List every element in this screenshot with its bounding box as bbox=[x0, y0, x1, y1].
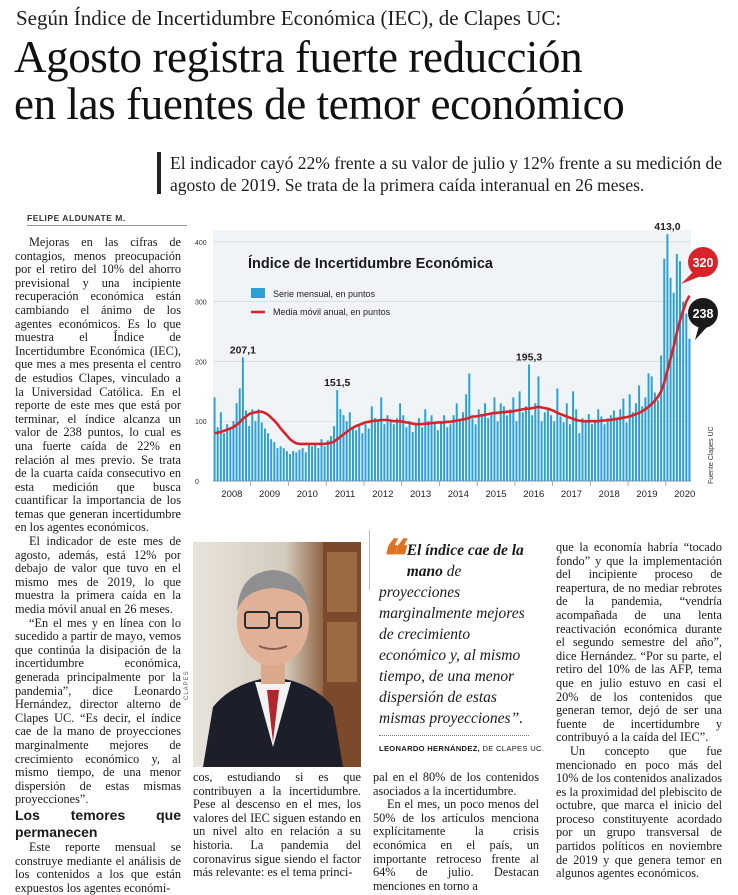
bar bbox=[236, 403, 238, 481]
bar bbox=[519, 391, 521, 481]
bar bbox=[214, 397, 216, 481]
bar bbox=[591, 424, 593, 481]
bar bbox=[641, 406, 643, 481]
bar bbox=[251, 409, 253, 481]
x-tick-label: 2013 bbox=[409, 489, 432, 500]
bar bbox=[390, 421, 392, 481]
column-rule bbox=[369, 530, 370, 590]
bar bbox=[600, 416, 602, 481]
bar bbox=[560, 416, 562, 481]
bar bbox=[465, 394, 467, 481]
kicker: Según Índice de Incertidumbre Económica (IEC), de Clapes UC: bbox=[16, 6, 562, 30]
bar bbox=[443, 415, 445, 481]
x-tick-label: 2009 bbox=[259, 489, 281, 500]
bar bbox=[355, 430, 357, 481]
data-label: 207,1 bbox=[229, 344, 257, 357]
bar bbox=[468, 373, 470, 481]
bar bbox=[311, 446, 313, 481]
bar bbox=[333, 426, 335, 481]
bar bbox=[415, 424, 417, 481]
bar bbox=[676, 254, 678, 481]
deck-bar bbox=[157, 152, 161, 194]
bar bbox=[607, 418, 609, 481]
bar bbox=[223, 433, 225, 481]
bar bbox=[437, 430, 439, 481]
y-tick-label: 0 bbox=[195, 479, 199, 486]
bar bbox=[261, 422, 263, 481]
bar bbox=[500, 403, 502, 481]
pull-quote-lead: El índice cae de la mano bbox=[406, 542, 524, 580]
bar bbox=[487, 418, 489, 481]
bar bbox=[352, 427, 354, 481]
bar bbox=[453, 415, 455, 481]
bar bbox=[349, 412, 351, 481]
bar bbox=[321, 439, 323, 481]
bar bbox=[534, 403, 536, 481]
legend-label: Media móvil anual, en puntos bbox=[273, 307, 391, 317]
bar bbox=[280, 446, 282, 481]
column-2 bbox=[193, 771, 361, 880]
bar bbox=[556, 388, 558, 481]
bar bbox=[427, 421, 429, 481]
bar bbox=[538, 376, 540, 481]
bar bbox=[666, 234, 668, 481]
bar bbox=[569, 424, 571, 481]
bar bbox=[239, 388, 241, 481]
photo-credit: CLAPES bbox=[184, 670, 190, 700]
bar bbox=[409, 421, 411, 481]
bar bbox=[361, 433, 363, 481]
bar bbox=[553, 421, 555, 481]
data-label: 195,3 bbox=[515, 351, 543, 364]
bar bbox=[399, 403, 401, 481]
bar bbox=[336, 390, 338, 481]
bar bbox=[286, 451, 288, 481]
bar bbox=[657, 400, 659, 481]
pull-quote-author: LEONARDO HERNÁNDEZ, bbox=[379, 744, 481, 753]
bar bbox=[679, 261, 681, 481]
bar bbox=[594, 420, 596, 481]
bar bbox=[572, 391, 574, 481]
bar bbox=[380, 397, 382, 481]
bar bbox=[588, 414, 590, 481]
pull-quote-text bbox=[379, 532, 539, 729]
bar bbox=[670, 278, 672, 481]
headline bbox=[14, 34, 624, 128]
bar bbox=[685, 314, 687, 481]
bar bbox=[585, 421, 587, 481]
bar bbox=[217, 427, 219, 481]
x-tick-label: 2011 bbox=[334, 489, 356, 500]
bar bbox=[522, 412, 524, 481]
x-tick-label: 2018 bbox=[598, 489, 620, 500]
bar bbox=[314, 444, 316, 481]
bar bbox=[377, 421, 379, 481]
bar bbox=[651, 376, 653, 481]
x-tick-label: 2020 bbox=[674, 489, 696, 500]
bar bbox=[368, 428, 370, 481]
pull-quote-rest: de proyecciones marginalmente mejores de crecimiento económico y, al mismo tiempo, de una menor dispersión de estas mismas proyecciones”. bbox=[379, 563, 525, 727]
bar bbox=[654, 393, 656, 481]
paragraph: “En el mes y en línea con lo sucedido a partir de mayo, vemos que continúa la disipación de la incertidumbre económica, generada principalmente por la pandemia”, dice Leonardo Hernández, director alterno de Clapes UC. “Es decir, el índice cae de la mano de proyecciones marginalmente mejores de crecimiento económico y, al mismo tiempo, de una menor dispersión de estas mismas proyecciones”. bbox=[15, 615, 181, 807]
paragraph: Un concepto que fue mencionado en poco más del 10% de los contenidos analizados es la proximidad del plebiscito de octubre, que marca el inicio del proceso constituyente acordado por un grupo transversal de partidos políticos en noviembre de 2019 y que genera temor en algunos agentes económicos. bbox=[556, 743, 722, 881]
bar bbox=[547, 409, 549, 481]
bar bbox=[497, 421, 499, 481]
bar bbox=[270, 439, 272, 481]
bar bbox=[525, 406, 527, 481]
paragraph: que la economía habría “tocado fondo” y que la implementación del incipiente proceso de reapertura, de no mediar rebrotes de la pandemia, “vendría acompañada de una lenta reactivación económica durante el segundo semestre del año”, dice Hernández. “Por su parte, el retiro del 10% de las AFP, tema que en julio estuvo en casi el 20% de los contenidos que generan temor, dejó de ser una fuente de incertidumbre y contribuyó a la caída del IEC”. bbox=[556, 540, 722, 745]
x-tick-label: 2016 bbox=[523, 489, 545, 500]
bar bbox=[626, 422, 628, 481]
bar bbox=[475, 424, 477, 481]
paragraph: Mejoras en las cifras de contagios, menos preocupación por el retiro del 10% del ahorro previsional y una incipiente recuperación económica están cambiando el ánimo de los agentes económicos. Es lo que muestra el Índice de Incertidumbre Económica (IEC), que mes a mes presenta el centro de estudios Clapes, vinculado a la Universidad Católica. En el reporte de este mes que está por terminar, el índice alcanza un valor de 238 puntos, lo cual es una fuerte caída de 22% en relación al mes previo. Se trata de la cuarta caída consecutivo en esta medición que busca cuantificar la importancia de los temas que generan incertidumbre en los agentes económicos. bbox=[15, 235, 181, 535]
bar bbox=[616, 418, 618, 481]
y-tick-label: 400 bbox=[195, 239, 207, 247]
bar bbox=[632, 412, 634, 481]
bar bbox=[232, 421, 234, 481]
x-tick-label: 2008 bbox=[221, 489, 243, 500]
bar bbox=[638, 385, 640, 481]
x-tick-label: 2017 bbox=[560, 489, 583, 500]
bar bbox=[393, 424, 395, 481]
paragraph: En el mes, un poco menos del 50% de los artículos menciona explícitamente la crisis económica en el país, un importante retroceso frente al 64% de julio. Destacan menciones en torno a bbox=[373, 797, 539, 893]
bar bbox=[446, 427, 448, 481]
bar bbox=[440, 421, 442, 481]
bar bbox=[629, 394, 631, 481]
portrait-photo bbox=[193, 542, 361, 767]
pull-quote bbox=[379, 532, 545, 753]
bar bbox=[471, 418, 473, 481]
bar bbox=[254, 421, 256, 481]
x-tick-label: 2019 bbox=[636, 489, 658, 500]
paragraph: cos, estudiando si es que contribuyen a la incertidumbre. Pese al descenso en el mes, los valores del IEC siguen estando en un nivel alto en relación a su historia. La pandemia del coronavirus sigue siendo el factor más relevante: es el tema princi- bbox=[193, 770, 361, 880]
bar bbox=[405, 427, 407, 481]
bar bbox=[459, 421, 461, 481]
bar bbox=[563, 422, 565, 481]
bar bbox=[619, 409, 621, 481]
bar bbox=[550, 415, 552, 481]
bar bbox=[396, 418, 398, 481]
bar bbox=[506, 415, 508, 481]
paragraph: Este reporte mensual se construye mediante el análisis de los contenidos a los que están expuestos los agentes económi- bbox=[15, 839, 181, 895]
bar bbox=[531, 415, 533, 481]
badge-label: 320 bbox=[692, 256, 714, 270]
bar bbox=[289, 454, 291, 481]
bar bbox=[456, 403, 458, 481]
bar bbox=[418, 418, 420, 481]
legend-swatch-bar bbox=[251, 288, 265, 298]
bar bbox=[582, 418, 584, 481]
bar bbox=[613, 410, 615, 481]
byline-rule bbox=[27, 225, 187, 226]
paragraph: pal en el 80% de los contenidos asociados a la incertidumbre. bbox=[373, 770, 539, 798]
y-tick-label: 300 bbox=[195, 299, 207, 307]
bar bbox=[339, 409, 341, 481]
bar bbox=[541, 421, 543, 481]
bar bbox=[493, 397, 495, 481]
bar bbox=[343, 415, 345, 481]
bar bbox=[490, 412, 492, 481]
bar bbox=[226, 424, 228, 481]
bar bbox=[299, 450, 301, 481]
bar bbox=[509, 409, 511, 481]
pull-quote-rule bbox=[379, 735, 529, 736]
bar bbox=[358, 426, 360, 481]
bar bbox=[515, 421, 517, 481]
bar bbox=[302, 448, 304, 481]
headline-line-2: en las fuentes de temor económico bbox=[14, 79, 625, 129]
bar bbox=[327, 440, 329, 481]
bar bbox=[610, 415, 612, 481]
bar bbox=[276, 448, 278, 481]
bar bbox=[308, 445, 310, 481]
bar bbox=[424, 409, 426, 481]
bar bbox=[431, 415, 433, 481]
bar bbox=[544, 412, 546, 481]
bar bbox=[578, 433, 580, 481]
bar bbox=[478, 409, 480, 481]
bar bbox=[371, 406, 373, 481]
quote-mark-icon: ❝ bbox=[379, 532, 403, 581]
bar bbox=[622, 399, 624, 481]
x-tick-label: 2014 bbox=[447, 489, 469, 500]
bar bbox=[305, 452, 307, 481]
data-label: 413,0 bbox=[654, 222, 681, 234]
bar bbox=[365, 424, 367, 481]
bar bbox=[402, 415, 404, 481]
chart-title: Índice de Incertidumbre Económica bbox=[248, 256, 493, 272]
bar bbox=[229, 428, 231, 481]
bar bbox=[220, 412, 222, 481]
legend-label: Serie mensual, en puntos bbox=[273, 289, 376, 299]
bar bbox=[317, 448, 319, 481]
x-tick-label: 2015 bbox=[485, 489, 507, 500]
pull-quote-attribution bbox=[379, 744, 545, 753]
bar bbox=[503, 406, 505, 481]
bar bbox=[449, 424, 451, 481]
subhead: Los temores que permanecen bbox=[15, 806, 181, 840]
bar bbox=[528, 364, 530, 481]
x-tick-label: 2010 bbox=[296, 489, 318, 500]
bar bbox=[660, 356, 662, 482]
data-label: 151,5 bbox=[324, 377, 351, 390]
uncertainty-index-chart bbox=[193, 222, 733, 515]
bar bbox=[245, 410, 247, 481]
bar bbox=[648, 373, 650, 481]
bar bbox=[248, 426, 250, 481]
badge-label: 238 bbox=[692, 307, 714, 321]
bar bbox=[374, 418, 376, 481]
bar bbox=[421, 427, 423, 481]
bar bbox=[292, 451, 294, 481]
source-label: Fuente Clapes UC bbox=[708, 426, 715, 484]
pull-quote-role: DE CLAPES UC. bbox=[480, 744, 545, 753]
bar bbox=[387, 415, 389, 481]
column-4 bbox=[556, 541, 722, 881]
bar bbox=[604, 424, 606, 481]
bar bbox=[383, 424, 385, 481]
bar bbox=[267, 433, 269, 481]
badge-pointer bbox=[695, 326, 707, 340]
deck: El indicador cayó 22% frente a su valor de julio y 12% frente a su medición de agosto de 2019. Se trata de la primera caída interanual en 26 meses. bbox=[170, 153, 723, 195]
bar bbox=[412, 432, 414, 481]
bar bbox=[688, 339, 690, 481]
headline-line-1: Agosto registra fuerte reducción bbox=[14, 32, 583, 82]
bar bbox=[481, 415, 483, 481]
paragraph: El indicador de este mes de agosto, además, está 12% por debajo de valor que tuvo en el mismo mes de 2019, lo que muestra la primera caída en la media móvil anual en 26 meses. bbox=[15, 534, 181, 617]
column-1 bbox=[15, 236, 181, 895]
bar bbox=[324, 446, 326, 481]
bar bbox=[258, 409, 260, 481]
bar bbox=[682, 302, 684, 481]
x-tick-label: 2012 bbox=[372, 489, 394, 500]
byline: FELIPE ALDUNATE M. bbox=[27, 213, 126, 223]
bar bbox=[295, 452, 297, 481]
bar bbox=[283, 448, 285, 481]
y-tick-label: 100 bbox=[195, 419, 207, 427]
bar bbox=[273, 442, 275, 481]
column-3 bbox=[373, 771, 539, 893]
bar bbox=[434, 422, 436, 481]
bar bbox=[673, 293, 675, 481]
bar bbox=[264, 428, 266, 481]
bar bbox=[663, 259, 665, 481]
bar bbox=[462, 412, 464, 481]
y-tick-label: 200 bbox=[195, 359, 207, 367]
